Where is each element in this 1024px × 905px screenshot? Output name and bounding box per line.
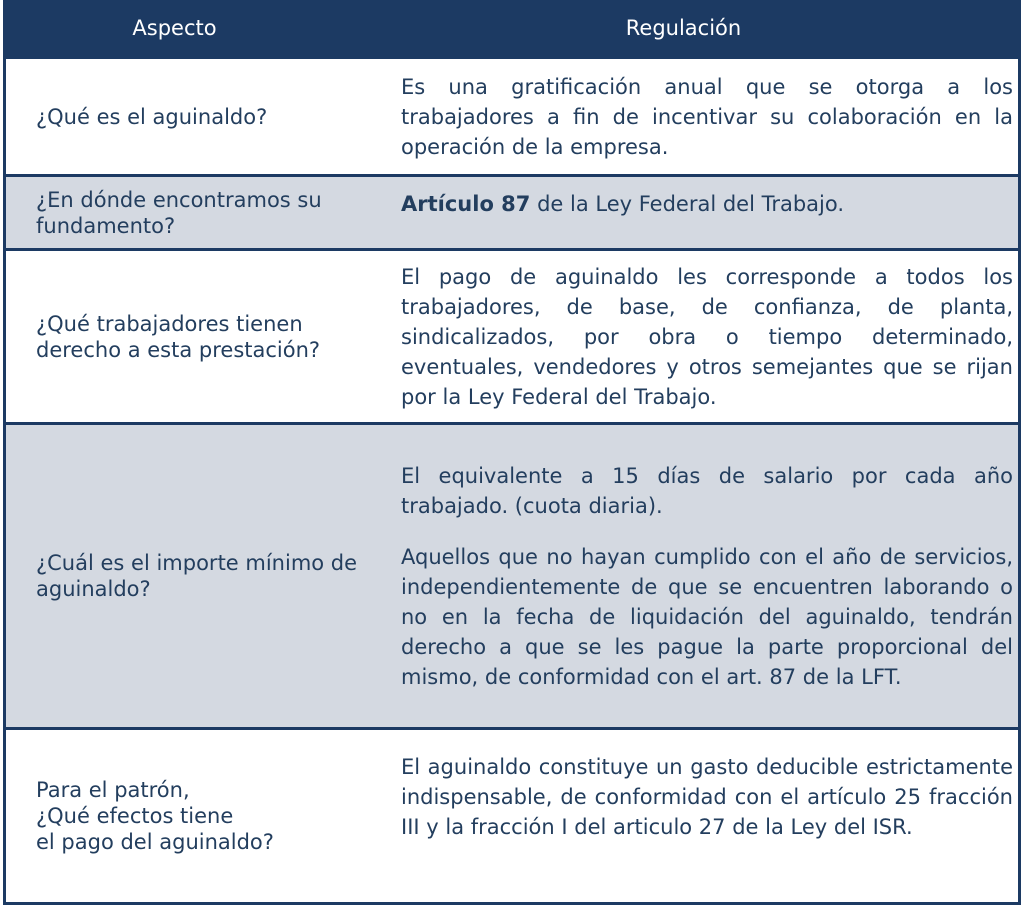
aspecto-line: Para el patrón, <box>36 778 190 802</box>
regulacion-cell <box>401 59 1013 174</box>
aspecto-line: el pago del aguinaldo? <box>36 830 274 854</box>
aspecto-line: ¿Qué efectos tiene <box>36 804 234 828</box>
regulacion-cell <box>401 177 1013 248</box>
header-aspecto: Aspecto <box>132 16 217 40</box>
regulacion-text: El pago de aguinaldo les corresponde a todos los trabajadores, de base, de confianza, de planta, sindicalizados, por obra o tiempo determinado, eventuales, vendedores y otros semejantes que se rijan por la Ley Federal del Trabajo. <box>401 264 1013 409</box>
regulacion-cell <box>401 425 1013 727</box>
aspecto-cell <box>36 730 366 902</box>
table-row-fundamento <box>3 174 1021 251</box>
regulacion-cell <box>401 251 1013 422</box>
aspecto-cell: ¿En dónde encontramos su fundamento? <box>36 187 322 238</box>
regulacion-text: El equivalente a 15 días de salario por cada año trabajado. (cuota diaria). <box>401 463 1013 518</box>
regulacion-text <box>401 189 1013 219</box>
regulacion-text: El aguinaldo constituye un gasto deducible estrictamente indispensable, de conformidad con el artículo 25 fracción III y la fracción I del articulo 27 de la Ley del ISR. <box>401 755 1013 839</box>
regulacion-cell <box>401 730 1013 902</box>
aspecto-cell: ¿Qué trabajadores tienen derecho a esta prestación? <box>36 311 321 362</box>
table-row-efectos <box>3 727 1021 905</box>
table-header <box>3 0 1021 56</box>
regulacion-text: Es una gratificación anual que se otorga a los trabajadores a fin de incentivar su colaboración en la operación de la empresa. <box>401 74 1013 159</box>
aspecto-cell: ¿Qué es el aguinaldo? <box>36 104 268 129</box>
aguinaldo-table <box>3 0 1021 904</box>
regulacion-rest: de la Ley Federal del Trabajo. <box>530 192 845 216</box>
table-row-importe <box>3 422 1021 730</box>
aspecto-cell: ¿Cuál es el importe mínimo de aguinaldo? <box>36 551 358 601</box>
article-reference: Artículo 87 <box>401 192 531 216</box>
regulacion-text: Aquellos que no hayan cumplido con el año de servicios, independientemente de que se encuentren laborando o no en la fecha de liquidación del aguinaldo, tendrán derecho a que se les pague la parte proporcional del mismo, de conformidad con el art. 87 de la LFT. <box>401 544 1013 689</box>
table-row-que-es <box>3 56 1021 177</box>
table-row-trabajadores <box>3 248 1021 425</box>
header-regulacion: Regulación <box>625 16 742 40</box>
